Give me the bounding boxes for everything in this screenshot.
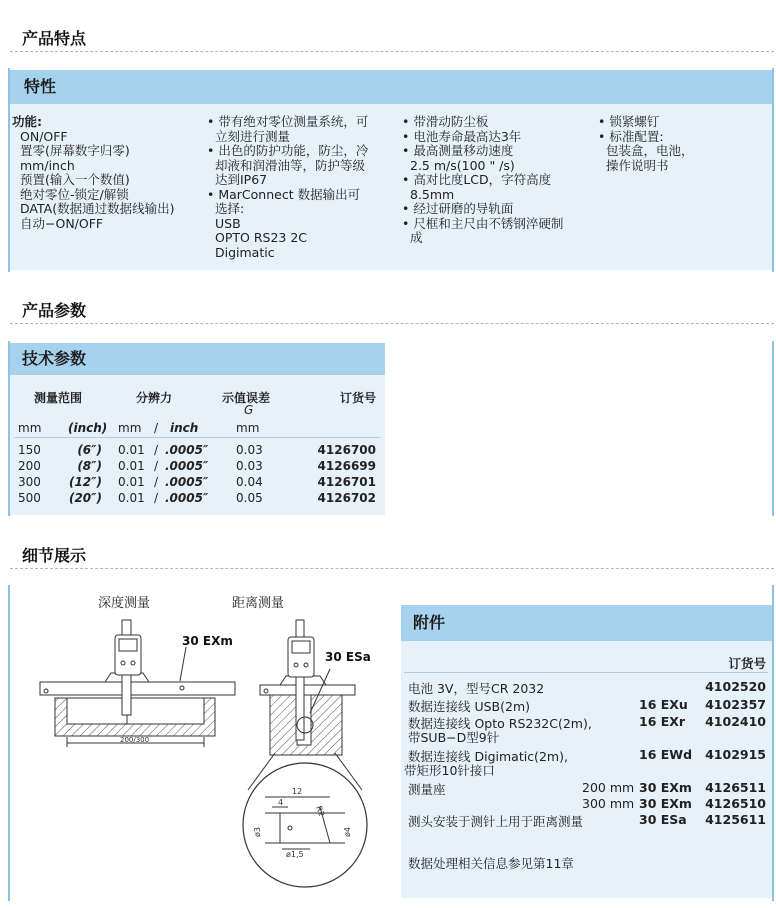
feature-line: 成 — [410, 230, 423, 245]
table-row — [10, 475, 385, 491]
acc-desc: 电池 3V，型号CR 2032 — [408, 681, 545, 696]
acc-order: 4126511 — [705, 780, 766, 795]
features-col-functions — [12, 115, 174, 231]
cell-res-inch: .0005″ — [165, 475, 209, 489]
feature-line: OPTO RS23 2C — [215, 230, 308, 245]
features-col-2 — [207, 115, 368, 260]
col-header-resolution: 分辨力 — [136, 391, 173, 405]
accent-line — [772, 68, 774, 272]
feature-line: mm/inch — [20, 157, 75, 173]
cell-res-inch: .0005″ — [165, 491, 209, 505]
divider — [10, 51, 774, 52]
col-header-error-sub: G — [244, 403, 254, 417]
cell-mm: 200 — [18, 459, 41, 473]
cell-mm: 300 — [18, 475, 41, 489]
acc-size: 200 mm — [582, 780, 635, 795]
feature-line: DATA(数据通过数据线输出) — [20, 201, 175, 216]
feature-line: • 最高测量移动速度 — [402, 143, 514, 158]
cell-res-mm: 0.01 — [118, 459, 145, 473]
cell-res-inch: .0005″ — [165, 459, 209, 473]
acc-code: 16 EXr — [639, 714, 686, 729]
depth-gauge-drawing — [40, 620, 235, 747]
feature-line: • 出色的防护功能，防尘，冷 — [207, 143, 369, 158]
cell-slash: / — [154, 475, 159, 489]
section-title-details: 细节展示 — [22, 546, 87, 565]
acc-order: 4102915 — [705, 747, 766, 762]
acc-note: 数据处理相关信息参见第11章 — [408, 856, 574, 871]
acc-desc: 数据连接线 USB(2m) — [408, 699, 531, 714]
cell-order: 4126701 — [317, 475, 376, 489]
unit-err-mm: mm — [236, 421, 260, 435]
acc-order: 4102520 — [705, 679, 766, 694]
cell-error: 0.03 — [236, 443, 263, 457]
cell-slash: / — [154, 443, 159, 457]
feature-line: 包装盒，电池， — [606, 143, 694, 158]
unit-res-mm: mm — [118, 421, 142, 435]
feature-line: • 尺框和主尺由不锈钢淬硬制 — [402, 215, 564, 231]
section-title-params: 产品参数 — [22, 301, 87, 320]
feature-line: 立刻进行测量 — [215, 128, 291, 144]
unit-inch: (inch) — [68, 421, 108, 435]
cell-error: 0.05 — [236, 491, 263, 505]
unit-res-inch: inch — [170, 421, 199, 435]
feature-line: 绝对零位-锁定/解锁 — [20, 186, 129, 202]
cell-res-mm: 0.01 — [118, 443, 145, 457]
cell-error: 0.04 — [236, 475, 263, 489]
divider — [10, 323, 774, 324]
acc-desc: 数据连接线 Digimatic(2m), — [408, 749, 568, 764]
acc-code: 30 EXm — [639, 780, 692, 795]
feature-line: USB — [215, 215, 241, 231]
cell-slash: / — [154, 491, 159, 505]
accent-line — [772, 341, 774, 516]
cell-res-mm: 0.01 — [118, 475, 145, 489]
feature-line: ON/OFF — [20, 128, 68, 144]
table-row — [10, 491, 385, 507]
tech-table — [10, 375, 385, 515]
feature-line: 却液和润滑油等，防护等级 — [215, 157, 366, 173]
dimension-r2: R2 — [314, 804, 327, 818]
cell-order: 4126699 — [317, 459, 376, 473]
dimension-12: 12 — [292, 787, 303, 796]
acc-order: 4102357 — [705, 697, 766, 712]
table-rule — [404, 672, 768, 673]
distance-measure-label: 距离测量 — [232, 596, 285, 611]
cell-slash: / — [154, 459, 159, 473]
col-header-range: 测量范围 — [34, 391, 83, 405]
accent-line — [772, 585, 774, 901]
depth-measure-label: 深度测量 — [98, 596, 151, 611]
feature-line: • 带滑动防尘板 — [402, 114, 489, 129]
feature-line: 达到IP67 — [215, 172, 268, 187]
unit-slash: / — [154, 421, 159, 435]
cell-mm: 150 — [18, 443, 41, 457]
acc-code: 16 EWd — [639, 747, 693, 762]
features-header: 特性 — [10, 70, 772, 104]
table-row — [10, 459, 385, 475]
dimension-phi4: ø4 — [343, 827, 352, 837]
dimension-4: 4 — [278, 798, 284, 807]
tech-header: 技术参数 — [10, 343, 385, 375]
label-30exm: 30 EXm — [182, 634, 233, 648]
detail-view — [243, 763, 367, 887]
acc-code: 30 ESa — [639, 812, 687, 827]
unit-mm: mm — [18, 421, 42, 435]
dimension-phi1-5: ø1,5 — [286, 850, 304, 859]
feature-line: • MarConnect 数据输出可 — [207, 186, 361, 202]
accessories-header: 附件 — [401, 605, 772, 641]
cell-inch: (6″) — [77, 443, 102, 457]
col-header-order: 订货号 — [339, 391, 376, 405]
acc-order: 4102410 — [705, 714, 766, 729]
feature-line: • 电池寿命最高达3年 — [402, 128, 522, 144]
accessories-order-header: 订货号 — [728, 656, 766, 671]
acc-order: 4126510 — [705, 796, 766, 811]
acc-code: 16 EXu — [639, 697, 688, 712]
feature-line: 2.5 m/s(100 " /s) — [410, 157, 515, 173]
feature-line: 自动−ON/OFF — [20, 215, 104, 231]
acc-desc: 数据连接线 Opto RS232C(2m), — [408, 716, 592, 731]
feature-line: 功能: — [12, 114, 42, 129]
feature-line: • 锁紧螺钉 — [598, 114, 660, 129]
dimension-200-300: 200/300 — [120, 736, 150, 744]
acc-desc: 带矩形10针接口 — [404, 763, 495, 778]
acc-desc: 测头安装于测针上用于距离测量 — [408, 814, 584, 829]
feature-line: • 经过研磨的导轨面 — [402, 201, 514, 216]
table-row — [10, 443, 385, 459]
cell-inch: (20″) — [68, 491, 102, 505]
acc-desc: 带SUB−D型9针 — [408, 730, 500, 745]
acc-size: 300 mm — [582, 796, 635, 811]
acc-desc: 测量座 — [408, 782, 446, 797]
feature-line: 选择: — [215, 201, 245, 216]
feature-line: 置零(屏幕数字归零) — [20, 143, 130, 158]
feature-line: 操作说明书 — [606, 157, 669, 173]
feature-line: • 带有绝对零位测量系统，可 — [207, 114, 369, 129]
feature-line: Digimatic — [215, 244, 275, 260]
col-header-error: 示值误差 — [222, 391, 271, 405]
features-col-4 — [598, 115, 694, 173]
divider — [10, 568, 774, 569]
cell-inch: (12″) — [68, 475, 102, 489]
technical-drawing — [10, 585, 400, 905]
feature-line: • 标准配置: — [598, 128, 664, 144]
features-col-3 — [402, 115, 563, 246]
acc-code: 30 EXm — [639, 796, 692, 811]
dimension-phi3: ø3 — [253, 827, 262, 837]
cell-error: 0.03 — [236, 459, 263, 473]
cell-inch: (8″) — [77, 459, 102, 473]
feature-line: • 高对比度LCD，字符高度 — [402, 172, 552, 187]
cell-mm: 500 — [18, 491, 41, 505]
label-30esa: 30 ESa — [325, 650, 371, 664]
section-title-features: 产品特点 — [22, 29, 87, 48]
feature-line: 8.5mm — [410, 186, 455, 202]
acc-order: 4125611 — [705, 812, 766, 827]
table-rule — [14, 437, 380, 438]
cell-res-inch: .0005″ — [165, 443, 209, 457]
cell-order: 4126702 — [317, 491, 376, 505]
cell-order: 4126700 — [317, 443, 376, 457]
cell-res-mm: 0.01 — [118, 491, 145, 505]
feature-line: 预置(输入一个数值) — [20, 172, 130, 187]
